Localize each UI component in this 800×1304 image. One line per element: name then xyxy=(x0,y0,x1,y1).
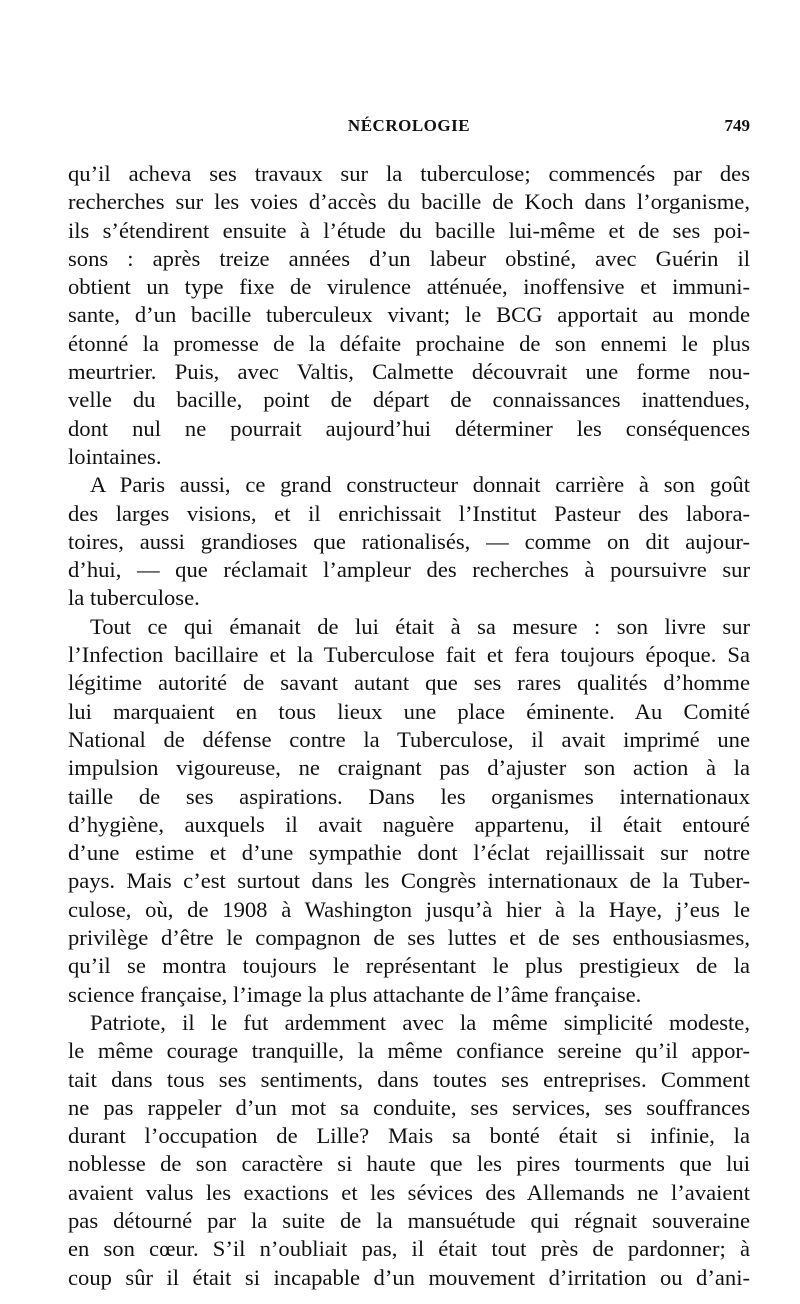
text-line: National de défense contre la Tuberculose, il avait imprimé une xyxy=(68,726,750,752)
text-line: coup sûr il était si incapable d’un mouvement d’irritation ou d’ani- xyxy=(68,1264,750,1290)
text-line: d’hygiène, auxquels il avait naguère appartenu, il était entouré xyxy=(68,811,750,837)
text-line: durant l’occupation de Lille? Mais sa bonté était si infinie, la xyxy=(68,1123,750,1149)
text-line: sons : après treize années d’un labeur obstiné, avec Guérin il xyxy=(68,245,750,271)
text-line: pays. Mais c’est surtout dans les Congrès internationaux de la Tuber- xyxy=(68,868,750,894)
text-line: sante, d’un bacille tuberculeux vivant; le BCG apportait au monde xyxy=(68,302,750,328)
text-line: Patriote, il le fut ardemment avec la même simplicité modeste, xyxy=(90,1009,750,1035)
text-line: velle du bacille, point de départ de connaissances inattendues, xyxy=(68,387,750,413)
text-line: l’Infection bacillaire et la Tuberculose fait et fera toujours époque. Sa xyxy=(68,642,750,668)
text-line: tait dans tous ses sentiments, dans toutes ses entreprises. Comment xyxy=(68,1066,750,1092)
text-line: qu’il acheva ses travaux sur la tuberculose; commencés par des xyxy=(68,161,750,186)
text-line: impulsion vigoureuse, ne craignant pas d’ajuster son action à la xyxy=(68,755,750,781)
page-number: 749 xyxy=(724,116,750,135)
text-line: culose, où, de 1908 à Washington jusqu’à hier à la Haye, j’eus le xyxy=(68,896,750,922)
text-line: d’hui, — que réclamait l’ampleur des recherches à poursuivre sur xyxy=(68,557,750,583)
text-line: recherches sur les voies d’accès du bacille de Koch dans l’organisme, xyxy=(68,189,750,215)
text-line: pas détourné par la suite de la mansuétude qui régnait souveraine xyxy=(68,1207,750,1233)
text-line: A Paris aussi, ce grand constructeur donnait carrière à son goût xyxy=(90,472,750,498)
text-line: Tout ce qui émanait de lui était à sa mesure : son livre sur xyxy=(90,613,750,639)
running-title: NÉCROLOGIE xyxy=(347,116,471,135)
text-line: privilège d’être le compagnon de ses luttes et de ses enthousiasmes, xyxy=(68,925,750,951)
text-line: des larges visions, et il enrichissait l’Institut Pasteur des labora- xyxy=(68,500,750,526)
text-line: obtient un type fixe de virulence atténuée, inoffensive et immuni- xyxy=(68,274,750,300)
text-line: en son cœur. S’il n’oubliait pas, il était tout près de pardonner; à xyxy=(68,1236,750,1262)
page-header xyxy=(68,116,750,146)
text-line: dont nul ne pourrait aujourd’hui déterminer les conséquences xyxy=(68,415,750,441)
text-line: lui marquaient en tous lieux une place éminente. Au Comité xyxy=(68,698,750,724)
text-line: ils s’étendirent ensuite à l’étude du bacille lui-même et de ses poi- xyxy=(68,217,750,243)
text-line: taille de ses aspirations. Dans les organismes internationaux xyxy=(68,783,750,809)
text-line: meurtrier. Puis, avec Valtis, Calmette découvrait une forme nou- xyxy=(68,359,750,385)
text-line: noblesse de son caractère si haute que les pires tourments que lui xyxy=(68,1151,750,1177)
text-line: ne pas rappeler d’un mot sa conduite, ses services, ses souffrances xyxy=(68,1094,750,1120)
text-line: toires, aussi grandioses que rationalisés, — comme on dit aujour- xyxy=(68,528,750,554)
text-line: lointaines. xyxy=(68,443,162,469)
body-text xyxy=(68,160,750,1292)
text-line: avaient valus les exactions et les sévices des Allemands ne l’avaient xyxy=(68,1179,750,1205)
text-line: légitime autorité de savant autant que ses rares qualités d’homme xyxy=(68,670,750,696)
text-line: étonné la promesse de la défaite prochaine de son ennemi le plus xyxy=(68,330,750,356)
text-line: le même courage tranquille, la même confiance sereine qu’il appor- xyxy=(68,1038,750,1064)
text-line: la tuberculose. xyxy=(68,585,200,611)
text-line: d’une estime et d’une sympathie dont l’éclat rejaillissait sur notre xyxy=(68,840,750,866)
text-line: science française, l’image la plus attachante de l’âme française. xyxy=(68,981,642,1007)
text-line: qu’il se montra toujours le représentant le plus prestigieux de la xyxy=(68,953,750,979)
